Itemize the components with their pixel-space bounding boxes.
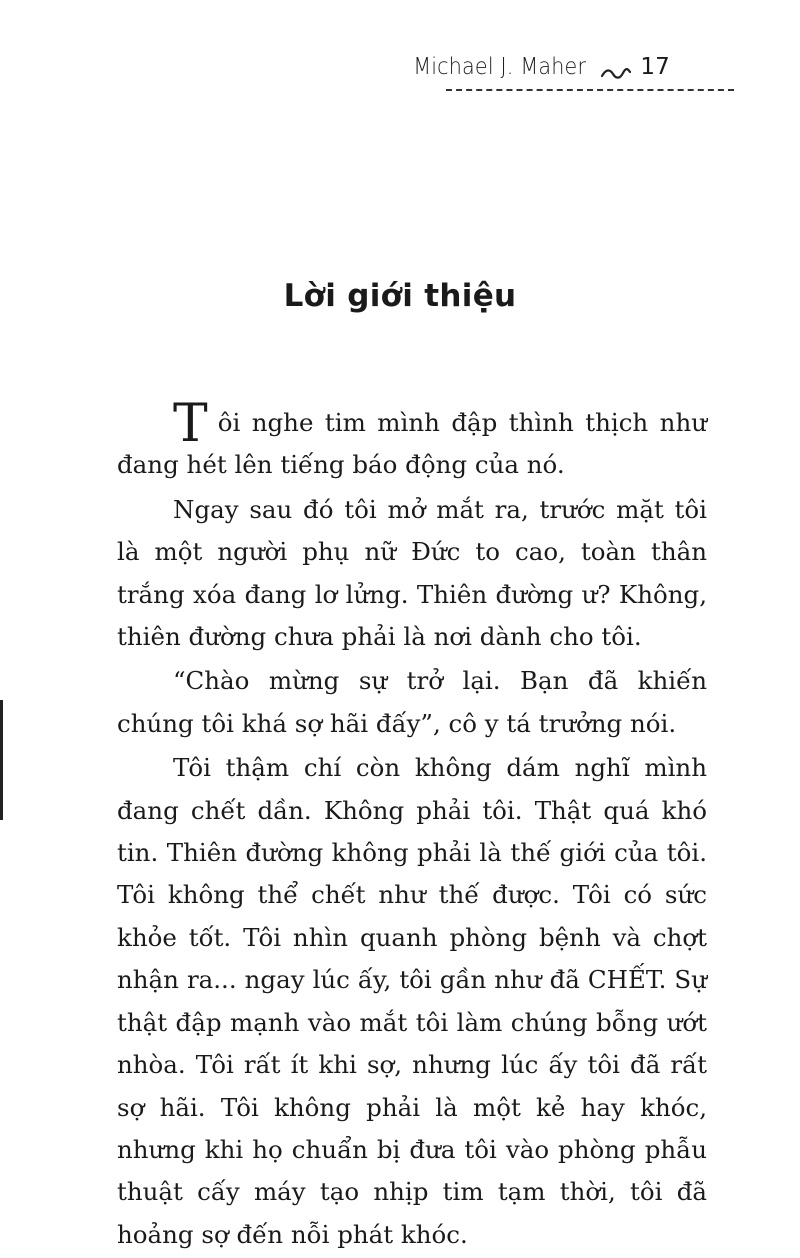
chapter-title: Lời giới thiệu: [283, 278, 517, 314]
paragraph-3: “Chào mừng sự trở lại. Bạn đã khiến chúng tôi khá sợ hãi đấy”, cô y tá trưởng nói.: [117, 666, 707, 738]
paragraph-1-text: ôi nghe tim mình đập thình thịch như đang hét lên tiếng báo động của nó.: [117, 408, 707, 480]
paragraph-4: Tôi thậm chí còn không dám nghĩ mình đang chết dần. Không phải tôi. Thật quá khó tin. Thiên đường không phải là thế giới của tôi. Tôi không thể chết như thế được. Tôi có sức khỏe tốt. Tôi nhìn quanh phòng bệnh và chợt nhận ra... ngay lúc ấy, tôi gần như đã CHẾT. Sự thật đập mạnh vào mắt tôi làm chúng bỗng ướt nhòa. Tôi rất ít khi sợ, nhưng lúc ấy tôi đã rất sợ hãi. Tôi không phải là một kẻ hay khóc, nhưng khi họ chuẩn bị đưa tôi vào phòng phẫu thuật cấy máy tạo nhịp tim tạm thời, tôi đã hoảng sợ đến nỗi phát khóc.: [117, 753, 707, 1249]
paragraph-2: Ngay sau đó tôi mở mắt ra, trước mặt tôi là một người phụ nữ Đức to cao, toàn thân trắng xóa đang lơ lửng. Thiên đường ư? Không, thiên đường chưa phải là nơi dành cho tôi.: [117, 494, 707, 652]
paragraph-1: [117, 394, 707, 487]
header-dotted-rule: [446, 89, 734, 91]
running-header: [413, 52, 740, 98]
chapter-body: [117, 394, 707, 1258]
swash-ornament-icon: [600, 59, 632, 75]
page-number: 17: [640, 54, 670, 80]
page-edge-shadow: [0, 700, 3, 820]
header-line: [394, 54, 670, 80]
drop-cap: T: [173, 394, 208, 454]
header-author: Michael J. Maher: [413, 54, 587, 80]
